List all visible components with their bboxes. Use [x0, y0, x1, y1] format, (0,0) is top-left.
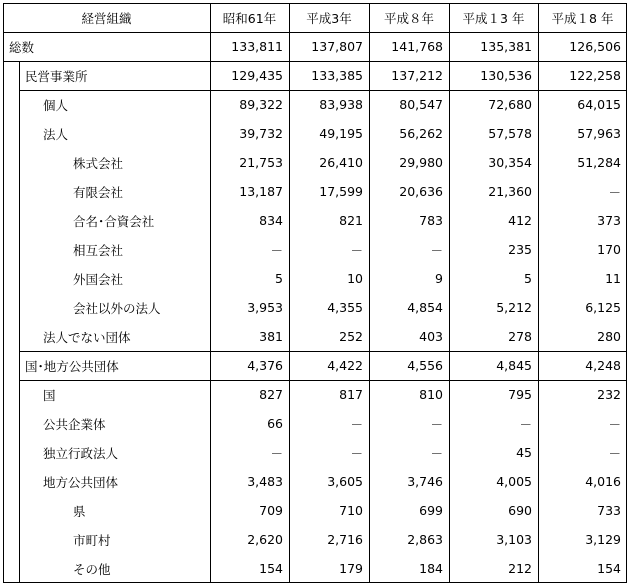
row-value: － [270, 445, 283, 461]
row-value: 133,385 [311, 68, 363, 83]
row-value: 39,732 [239, 126, 283, 141]
row-label: 法人 [43, 126, 69, 142]
row-value: 130,536 [480, 68, 532, 83]
row-value: 709 [259, 503, 283, 518]
header-year-3: 平成８年 [383, 10, 434, 26]
row-value: － [608, 184, 621, 200]
row-value: 135,381 [480, 39, 532, 54]
row-value: 49,195 [319, 126, 363, 141]
header-year-5: 平成１8 年 [551, 10, 614, 26]
row-value: 64,015 [577, 97, 621, 112]
row-value: 3,103 [496, 532, 532, 547]
row-value: 17,599 [319, 184, 363, 199]
row-label: 国 [43, 387, 56, 403]
row-value: 795 [508, 387, 532, 402]
row-value: － [350, 445, 363, 461]
row-value: 4,016 [585, 474, 621, 489]
table-row [3, 177, 627, 206]
row-value: 141,768 [391, 39, 443, 54]
header-year-1: 昭和61年 [222, 10, 277, 26]
row-label: 民営事業所 [25, 68, 88, 84]
row-value: 403 [419, 329, 443, 344]
row-value: 817 [339, 387, 363, 402]
row-value: 51,284 [577, 155, 621, 170]
row-label: 公共企業体 [43, 416, 106, 432]
header-label: 経営組織 [81, 10, 132, 26]
row-value: 412 [508, 213, 532, 228]
row-value: 3,953 [247, 300, 283, 315]
row-value: 235 [508, 242, 532, 257]
row-value: 89,322 [239, 97, 283, 112]
table-row [3, 409, 627, 438]
row-label: 独立行政法人 [43, 445, 119, 461]
table-row [3, 293, 627, 322]
row-value: 72,680 [488, 97, 532, 112]
row-value: 381 [259, 329, 283, 344]
row-value: 57,963 [577, 126, 621, 141]
row-value: 184 [419, 561, 443, 576]
row-value: 10 [347, 271, 363, 286]
row-value: 810 [419, 387, 443, 402]
row-value: 57,578 [488, 126, 532, 141]
row-value: 154 [597, 561, 621, 576]
row-value: 21,753 [239, 155, 283, 170]
row-value: 133,811 [231, 39, 283, 54]
row-value: 4,248 [585, 358, 621, 373]
row-value: 4,422 [327, 358, 363, 373]
row-value: 21,360 [488, 184, 532, 199]
table-header-row [3, 3, 627, 32]
row-value: － [519, 416, 532, 432]
row-value: 29,980 [399, 155, 443, 170]
row-value: 2,716 [327, 532, 363, 547]
row-value: 710 [339, 503, 363, 518]
row-value: 66 [267, 416, 283, 431]
table-row [3, 264, 627, 293]
row-value: 137,807 [311, 39, 363, 54]
table-row [3, 380, 627, 409]
row-value: 122,258 [569, 68, 621, 83]
table-row [3, 61, 627, 90]
row-value: 4,845 [496, 358, 532, 373]
row-value: 4,376 [247, 358, 283, 373]
row-value: 154 [259, 561, 283, 576]
row-value: 6,125 [585, 300, 621, 315]
border-left [3, 3, 4, 583]
row-value: 170 [597, 242, 621, 257]
table-row [3, 525, 627, 554]
row-value: 5 [524, 271, 532, 286]
row-value: － [608, 445, 621, 461]
row-value: 83,938 [319, 97, 363, 112]
row-label: 市町村 [73, 532, 111, 548]
table-row [3, 206, 627, 235]
row-label: 地方公共団体 [43, 474, 119, 490]
row-label: 個人 [43, 97, 69, 113]
row-value: 4,355 [327, 300, 363, 315]
row-label: その他 [73, 561, 111, 577]
row-value: 212 [508, 561, 532, 576]
table-row [3, 235, 627, 264]
header-divider [3, 32, 627, 33]
row-label: 外国会社 [73, 271, 124, 287]
row-value: 834 [259, 213, 283, 228]
row-value: 3,746 [407, 474, 443, 489]
row-value: 2,620 [247, 532, 283, 547]
row-value: 5,212 [496, 300, 532, 315]
row-value: 5 [275, 271, 283, 286]
row-value: － [350, 416, 363, 432]
row-value: 4,854 [407, 300, 443, 315]
table-row [3, 90, 627, 119]
row-value: 13,187 [239, 184, 283, 199]
row-value: － [430, 445, 443, 461]
table-row [3, 467, 627, 496]
border-bottom [3, 582, 627, 583]
section-divider [19, 351, 627, 352]
row-value: 4,005 [496, 474, 532, 489]
establishment-table [3, 3, 627, 583]
row-label: 法人でない団体 [43, 329, 131, 345]
row-label: 合名･合資会社 [73, 213, 155, 229]
table-row [3, 351, 627, 380]
section-divider [19, 61, 627, 62]
row-value: 280 [597, 329, 621, 344]
table-row [3, 496, 627, 525]
row-value: 9 [435, 271, 443, 286]
table-row [3, 322, 627, 351]
row-label: 相互会社 [73, 242, 124, 258]
section-divider [19, 380, 627, 381]
row-label: 有限会社 [73, 184, 124, 200]
table-row [3, 148, 627, 177]
row-value: － [430, 416, 443, 432]
row-value: 179 [339, 561, 363, 576]
row-value: 3,605 [327, 474, 363, 489]
row-label: 会社以外の法人 [73, 300, 161, 316]
row-label: 総数 [9, 39, 35, 55]
row-value: 56,262 [399, 126, 443, 141]
row-value: 278 [508, 329, 532, 344]
row-value: 252 [339, 329, 363, 344]
table-row [3, 32, 627, 61]
row-value: 137,212 [391, 68, 443, 83]
section-divider [19, 90, 627, 91]
section-gutter [19, 61, 20, 583]
row-value: － [270, 242, 283, 258]
row-value: 126,506 [569, 39, 621, 54]
row-value: 30,354 [488, 155, 532, 170]
row-value: 11 [605, 271, 621, 286]
row-value: 690 [508, 503, 532, 518]
row-value: 45 [516, 445, 532, 460]
row-value: 129,435 [231, 68, 283, 83]
row-value: 3,129 [585, 532, 621, 547]
row-value: 20,636 [399, 184, 443, 199]
table-row [3, 554, 627, 583]
row-label: 県 [73, 503, 86, 519]
row-value: 783 [419, 213, 443, 228]
row-value: － [350, 242, 363, 258]
row-value: 821 [339, 213, 363, 228]
row-value: 3,483 [247, 474, 283, 489]
header-year-4: 平成１3 年 [462, 10, 525, 26]
table-row [3, 438, 627, 467]
row-label: 株式会社 [73, 155, 124, 171]
row-value: 733 [597, 503, 621, 518]
row-value: 699 [419, 503, 443, 518]
row-value: 4,556 [407, 358, 443, 373]
row-value: 26,410 [319, 155, 363, 170]
border-top [3, 3, 627, 4]
row-value: 80,547 [399, 97, 443, 112]
row-value: － [608, 416, 621, 432]
row-value: 827 [259, 387, 283, 402]
row-value: － [430, 242, 443, 258]
header-year-2: 平成3年 [306, 10, 352, 26]
row-label: 国･地方公共団体 [25, 358, 119, 374]
row-value: 2,863 [407, 532, 443, 547]
row-value: 232 [597, 387, 621, 402]
row-value: 373 [597, 213, 621, 228]
table-row [3, 119, 627, 148]
